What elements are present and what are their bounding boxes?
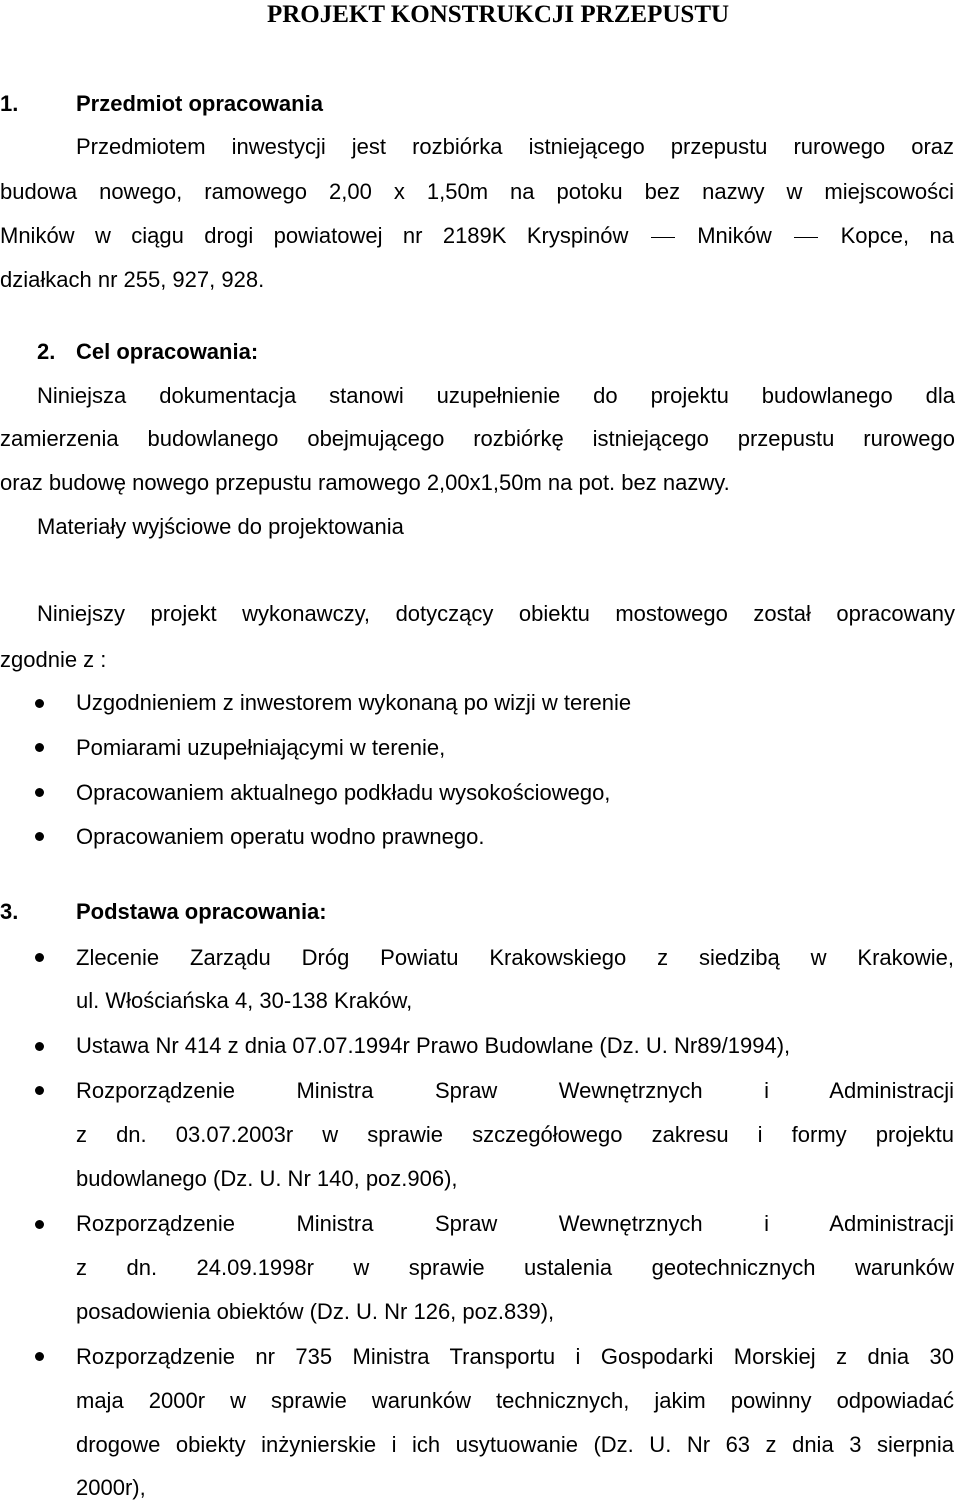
section-1-line-part: Mników — [697, 223, 772, 248]
materials-heading: Materiały wyjściowe do projektowania — [37, 514, 404, 539]
bullet-marker — [35, 1220, 44, 1229]
dash-separator — [794, 237, 818, 238]
list-item-continuation: drogowe obiekty inżynierskie i ich usytuowanie (Dz. U. Nr 63 z dnia 3 sierpnia — [76, 1432, 954, 1457]
list-item: Opracowaniem aktualnego podkładu wysokościowego, — [76, 780, 611, 805]
section-3-heading: Podstawa opracowania: — [76, 899, 327, 924]
list-item: Rozporządzenie Ministra Spraw Wewnętrznych i Administracji — [76, 1078, 954, 1103]
list-item-continuation: maja 2000r w sprawie warunków technicznych, jakim powinny odpowiadać — [76, 1388, 954, 1413]
list-item-continuation: z dn. 24.09.1998r w sprawie ustalenia geotechnicznych warunków — [76, 1255, 954, 1280]
section-2-line: zamierzenia budowlanego obejmującego rozbiórkę istniejącego przepustu rurowego — [0, 426, 955, 451]
section-1-line: Przedmiotem inwestycji jest rozbiórka istniejącego przepustu rurowego oraz — [76, 134, 954, 159]
list-item: Opracowaniem operatu wodno prawnego. — [76, 824, 485, 849]
list-item-continuation: 2000r), — [76, 1475, 146, 1500]
section-2-line: Niniejsza dokumentacja stanowi uzupełnienie do projektu budowlanego dla — [37, 383, 955, 408]
section-1-line — [0, 221, 954, 251]
list-item: Rozporządzenie Ministra Spraw Wewnętrznych i Administracji — [76, 1211, 954, 1236]
bullet-marker — [35, 788, 44, 797]
intro-line: zgodnie z : — [0, 647, 107, 672]
bullet-marker — [35, 953, 44, 962]
section-3-number: 3. — [0, 899, 19, 924]
section-1-line: budowa nowego, ramowego 2,00 x 1,50m na potoku bez nazwy w miejscowości — [0, 179, 954, 204]
list-item: Uzgodnieniem z inwestorem wykonaną po wizji w terenie — [76, 690, 632, 715]
list-item-continuation: posadowienia obiektów (Dz. U. Nr 126, poz.839), — [76, 1299, 555, 1324]
bullet-marker — [35, 1042, 44, 1051]
section-1-line-part: Mników w ciągu drogi powiatowej nr 2189K Kryspinów — [0, 223, 629, 248]
intro-line: Niniejszy projekt wykonawczy, dotyczący obiektu mostowego został opracowany — [37, 601, 955, 626]
list-item: Ustawa Nr 414 z dnia 07.07.1994r Prawo Budowlane (Dz. U. Nr89/1994), — [76, 1033, 791, 1058]
dash-separator — [651, 237, 675, 238]
list-item: Rozporządzenie nr 735 Ministra Transportu i Gospodarki Morskiej z dnia 30 — [76, 1344, 954, 1369]
bullet-marker — [35, 1086, 44, 1095]
section-1-heading: Przedmiot opracowania — [76, 91, 323, 116]
bullet-marker — [35, 743, 44, 752]
list-item-continuation: z dn. 03.07.2003r w sprawie szczegółowego zakresu i formy projektu — [76, 1122, 954, 1147]
bullet-marker — [35, 832, 44, 841]
bullet-marker — [35, 699, 44, 708]
list-item: Zlecenie Zarządu Dróg Powiatu Krakowskiego z siedzibą w Krakowie, — [76, 945, 954, 970]
section-1-number: 1. — [0, 91, 19, 116]
list-item-continuation: ul. Włościańska 4, 30-138 Kraków, — [76, 988, 413, 1013]
list-item: Pomiarami uzupełniającymi w terenie, — [76, 735, 446, 760]
section-1-line: działkach nr 255, 927, 928. — [0, 267, 265, 292]
section-1-line-part: Kopce, na — [840, 223, 954, 248]
bullet-marker — [35, 1352, 44, 1361]
list-item-continuation: budowlanego (Dz. U. Nr 140, poz.906), — [76, 1166, 458, 1191]
section-2-number: 2. — [37, 339, 56, 364]
section-2-heading: Cel opracowania: — [76, 339, 259, 364]
section-2-line: oraz budowę nowego przepustu ramowego 2,00x1,50m na pot. bez nazwy. — [0, 470, 730, 495]
document-title: PROJEKT KONSTRUKCJI PRZEPUSTU — [266, 1, 730, 28]
